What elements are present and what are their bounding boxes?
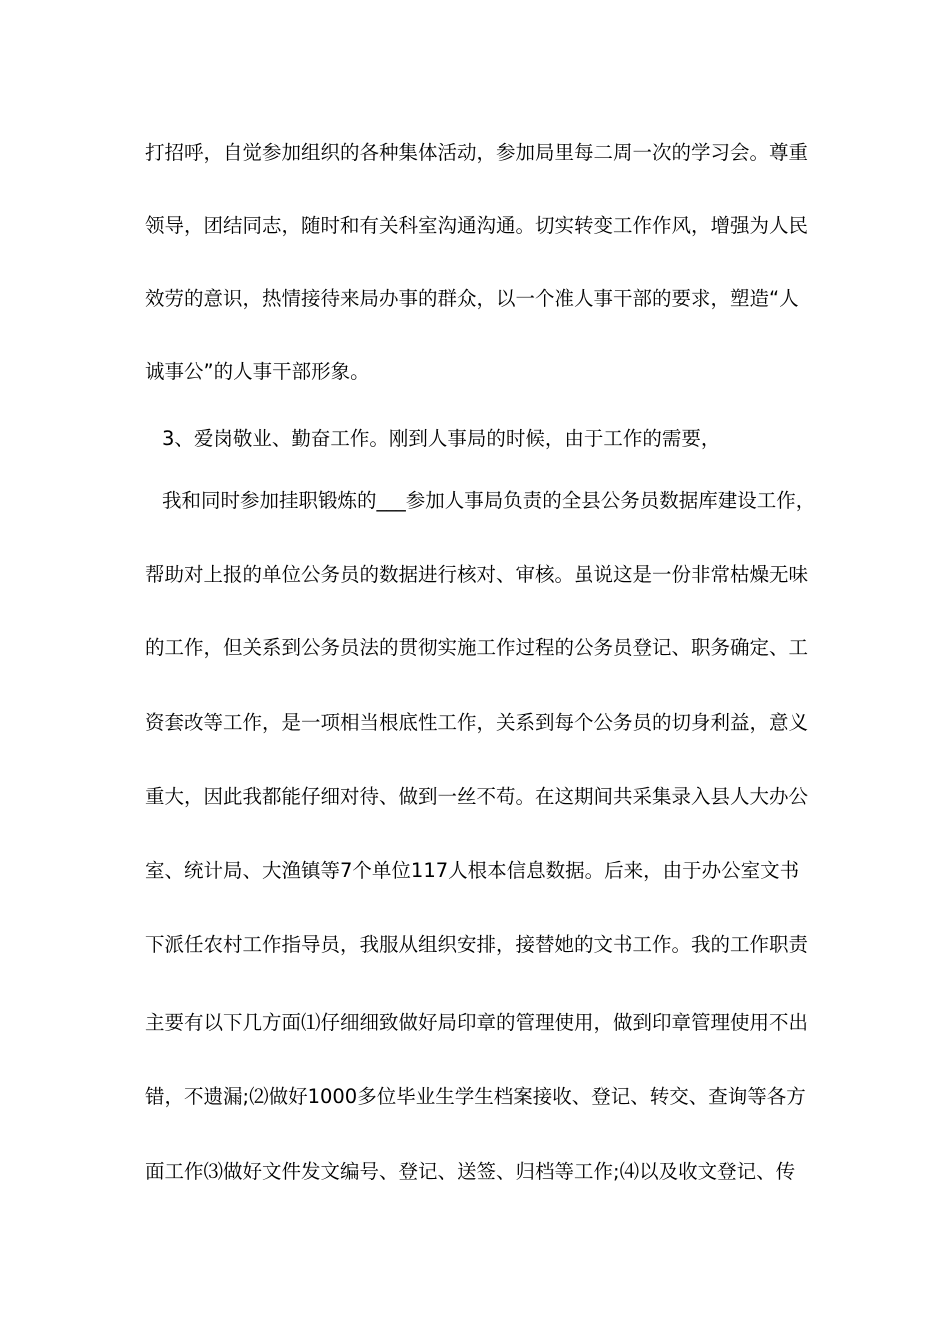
text-line: 效劳的意识，热情接待来局办事的群众，以一个准人事干部的要求，塑造“人 bbox=[145, 287, 799, 310]
text-line: 领导，团结同志，随时和有关科室沟通沟通。切实转变工作作风，增强为人民 bbox=[145, 214, 809, 237]
text-line: 诚事公”的人事干部形象。 bbox=[145, 360, 370, 383]
text-line: 错，不遗漏;⑵做好1000多位毕业生学生档案接收、登记、转交、查询等各方 bbox=[145, 1085, 806, 1108]
text-line: 帮助对上报的单位公务员的数据进行核对、审核。虽说这是一份非常枯燥无味 bbox=[145, 563, 809, 586]
text-line: 我和同时参加挂职锻炼的___参加人事局负责的全县公务员数据库建设工作， bbox=[162, 489, 816, 512]
text-line: 下派任农村工作指导员，我服从组织安排，接替她的文书工作。我的工作职责 bbox=[145, 933, 809, 956]
text-line: 面工作⑶做好文件发文编号、登记、送签、归档等工作;⑷以及收文登记、传 bbox=[145, 1160, 796, 1183]
text-line: 3、爱岗敬业、勤奋工作。刚到人事局的时候，由于工作的需要， bbox=[162, 427, 721, 450]
text-line: 打招呼，自觉参加组织的各种集体活动，参加局里每二周一次的学习会。尊重 bbox=[145, 141, 809, 164]
text-line: 主要有以下几方面⑴仔细细致做好局印章的管理使用，做到印章管理使用不出 bbox=[145, 1011, 809, 1034]
text-line: 的工作，但关系到公务员法的贯彻实施工作过程的公务员登记、职务确定、工 bbox=[145, 636, 809, 659]
text-line: 重大，因此我都能仔细对待、做到一丝不苟。在这期间共采集录入县人大办公 bbox=[145, 785, 809, 808]
text-line: 室、统计局、大渔镇等7个单位117人根本信息数据。后来，由于办公室文书 bbox=[145, 859, 800, 882]
text-line: 资套改等工作，是一项相当根底性工作，关系到每个公务员的切身利益，意义 bbox=[145, 711, 809, 734]
